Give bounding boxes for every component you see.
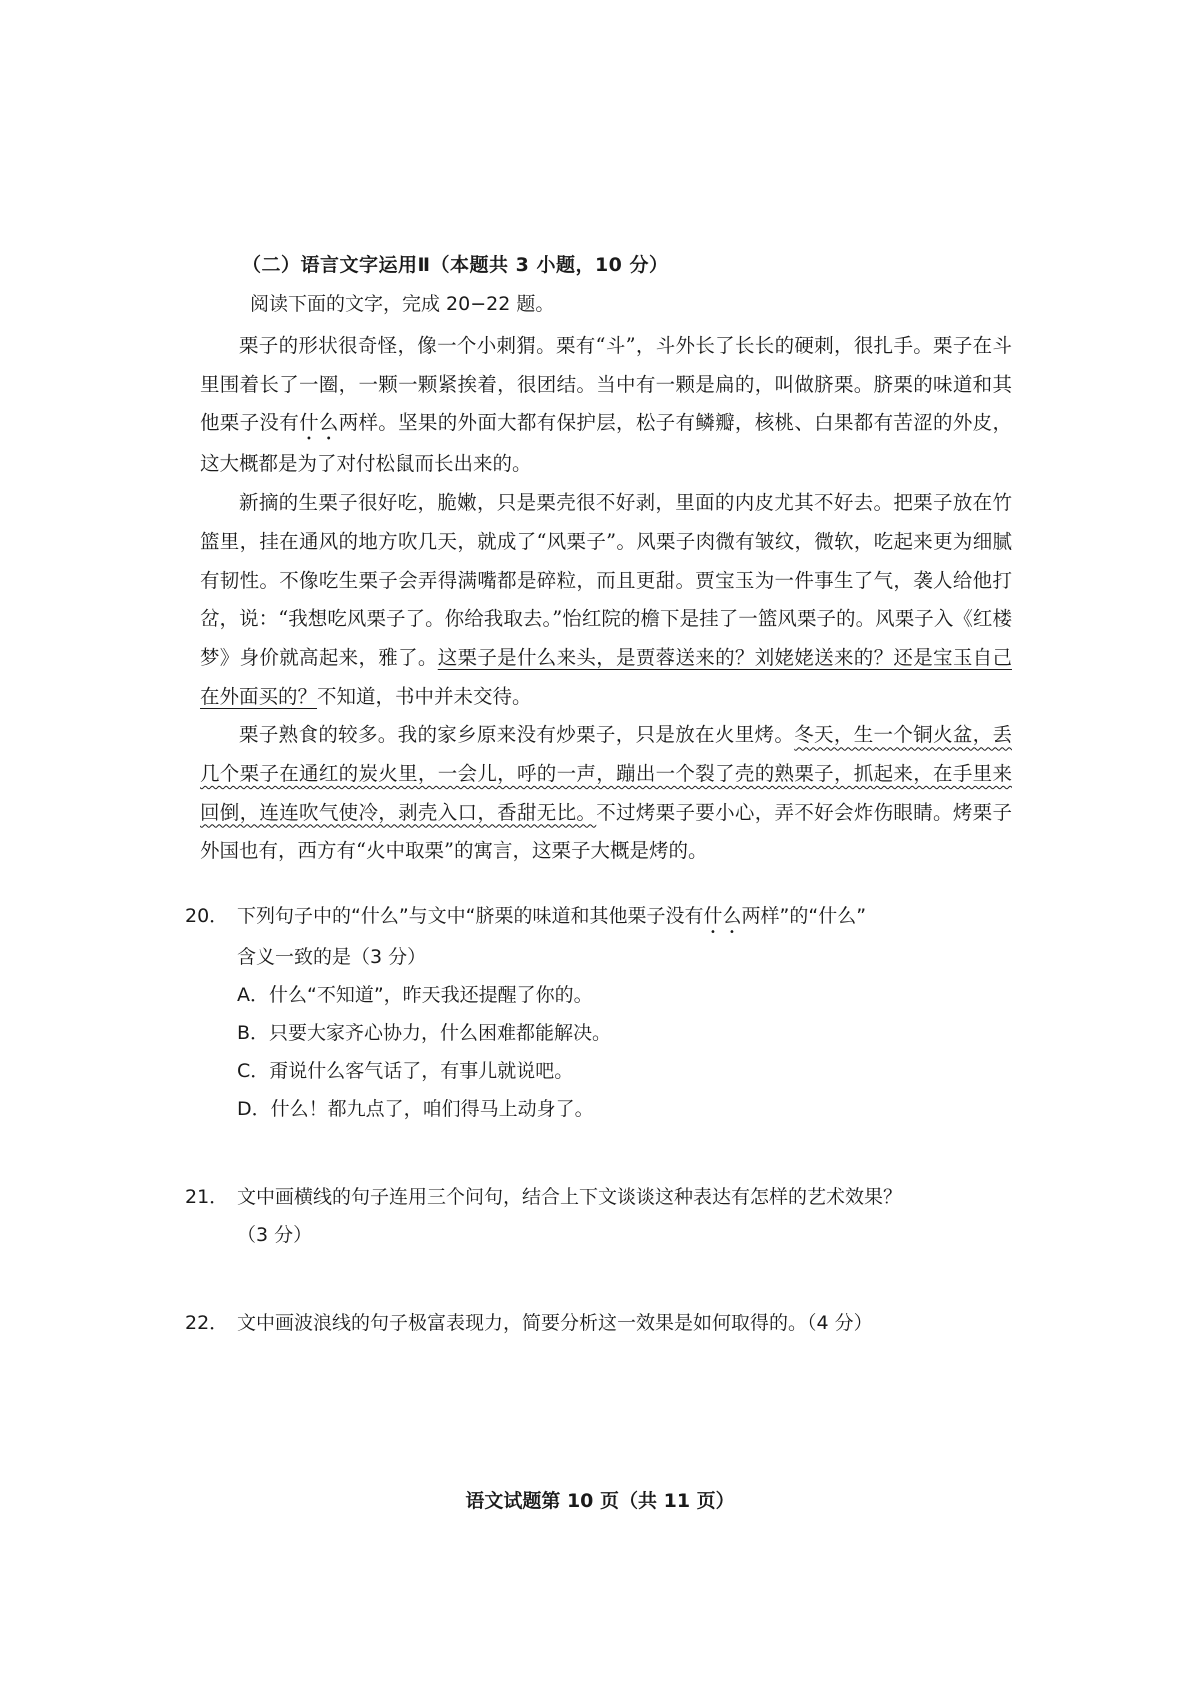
passage-paragraph-2 [200, 484, 1012, 716]
question-21-text: 文中画横线的句子连用三个问句，结合上下文谈谈这种表达有怎样的艺术效果？ [237, 1186, 903, 1208]
question-21-stem [185, 1178, 1015, 1216]
p3-text-a: 栗子熟食的较多。我的家乡原来没有炒栗子，只是放在火里烤。 [239, 723, 795, 747]
question-number: 22． [185, 1312, 229, 1334]
wavy-underlined-sentence: 冬天，生一个铜火盆，丢几个栗子在通红的炭火里，一会儿，呼的一声，蹦出一个裂了壳的熟栗子，抓起来，在手里来回倒，连连吹气使冷，剥壳入口，香甜无比。 [200, 723, 1012, 824]
p3-text-b: 不过烤栗子要小心，弄不好会炸伤眼睛。烤栗子外国也有，西方有“火中取栗”的寓言，这栗子大概是烤的。 [200, 800, 1012, 863]
p1-text-b: 两样。坚果的外面大都有保护层，松子有鳞瓣，核桃、白果都有苦涩的外皮，这大概都是为了对付松鼠而长出来的。 [200, 411, 1012, 476]
option-b: B．只要大家齐心协力，什么困难都能解决。 [237, 1022, 612, 1044]
section-title: （二）语言文字运用Ⅱ（本题共 3 小题，10 分） [242, 254, 669, 276]
question-21 [185, 1178, 1015, 1254]
p1-dotted-word: 什么 [299, 411, 339, 435]
question-20-stem-a: 下列句子中的“什么”与文中“脐栗的味道和其他栗子没有 [237, 905, 704, 927]
question-20-dotted-word: 什么 [703, 905, 742, 927]
question-22-stem [185, 1304, 1015, 1342]
question-number: 20． [185, 905, 229, 927]
question-number: 21． [185, 1186, 229, 1208]
question-20-stem-b: 两样”的“什么” [741, 905, 867, 927]
p2-text-b: 不知道，书中并未交待。 [317, 684, 532, 708]
question-22-text: 文中画波浪线的句子极富表现力，简要分析这一效果是如何取得的。（4 分） [237, 1312, 873, 1334]
reading-instruction: 阅读下面的文字，完成 20−22 题。 [250, 293, 555, 315]
option-c: C．甭说什么客气话了，有事儿就说吧。 [237, 1060, 574, 1082]
page-footer: 语文试题第 10 页（共 11 页） [465, 1490, 735, 1512]
option-a: A．什么“不知道”，昨天我还提醒了你的。 [237, 984, 593, 1006]
p1-text-a: 栗子的形状很奇怪，像一个小刺猬。栗有“斗”，斗外长了长长的硬刺，很扎手。栗子在斗里围着长了一圈，一颗一颗紧挨着，很团结。当中有一颗是扁的，叫做脐栗。脐栗的味道和其他栗子没有 [200, 334, 1012, 435]
underlined-sentence: 这栗子是什么来头，是贾蓉送来的？刘姥姥送来的？还是宝玉自己在外面买的？ [200, 645, 1012, 708]
question-list [185, 897, 1015, 1342]
question-20-stem [185, 897, 1015, 938]
passage-paragraph-1 [200, 327, 1012, 484]
p2-text-a: 新摘的生栗子很好吃，脆嫩，只是栗壳很不好剥，里面的内皮尤其不好去。把栗子放在竹篮里，挂在通风的地方吹几天，就成了“风栗子”。风栗子肉微有皱纹，微软，吃起来更为细腻有韧性。不像吃生栗子会弄得满嘴都是碎粒，而且更甜。贾宝玉为一件事生了气，袭人给他打岔，说：“我想吃风栗子了。你给我取去。”怡红院的檐下是挂了一篮风栗子的。风栗子入《红楼梦》身价就高起来，雅了。 [200, 491, 1012, 669]
question-21-score: （3 分） [237, 1224, 313, 1246]
reading-passage [200, 327, 1012, 871]
option-d: D．什么！都九点了，咱们得马上动身了。 [237, 1098, 594, 1120]
question-22 [185, 1304, 1015, 1342]
passage-paragraph-3 [200, 716, 1012, 871]
question-20 [185, 897, 1015, 1128]
question-20-stem-cont: 含义一致的是（3 分） [237, 946, 427, 968]
